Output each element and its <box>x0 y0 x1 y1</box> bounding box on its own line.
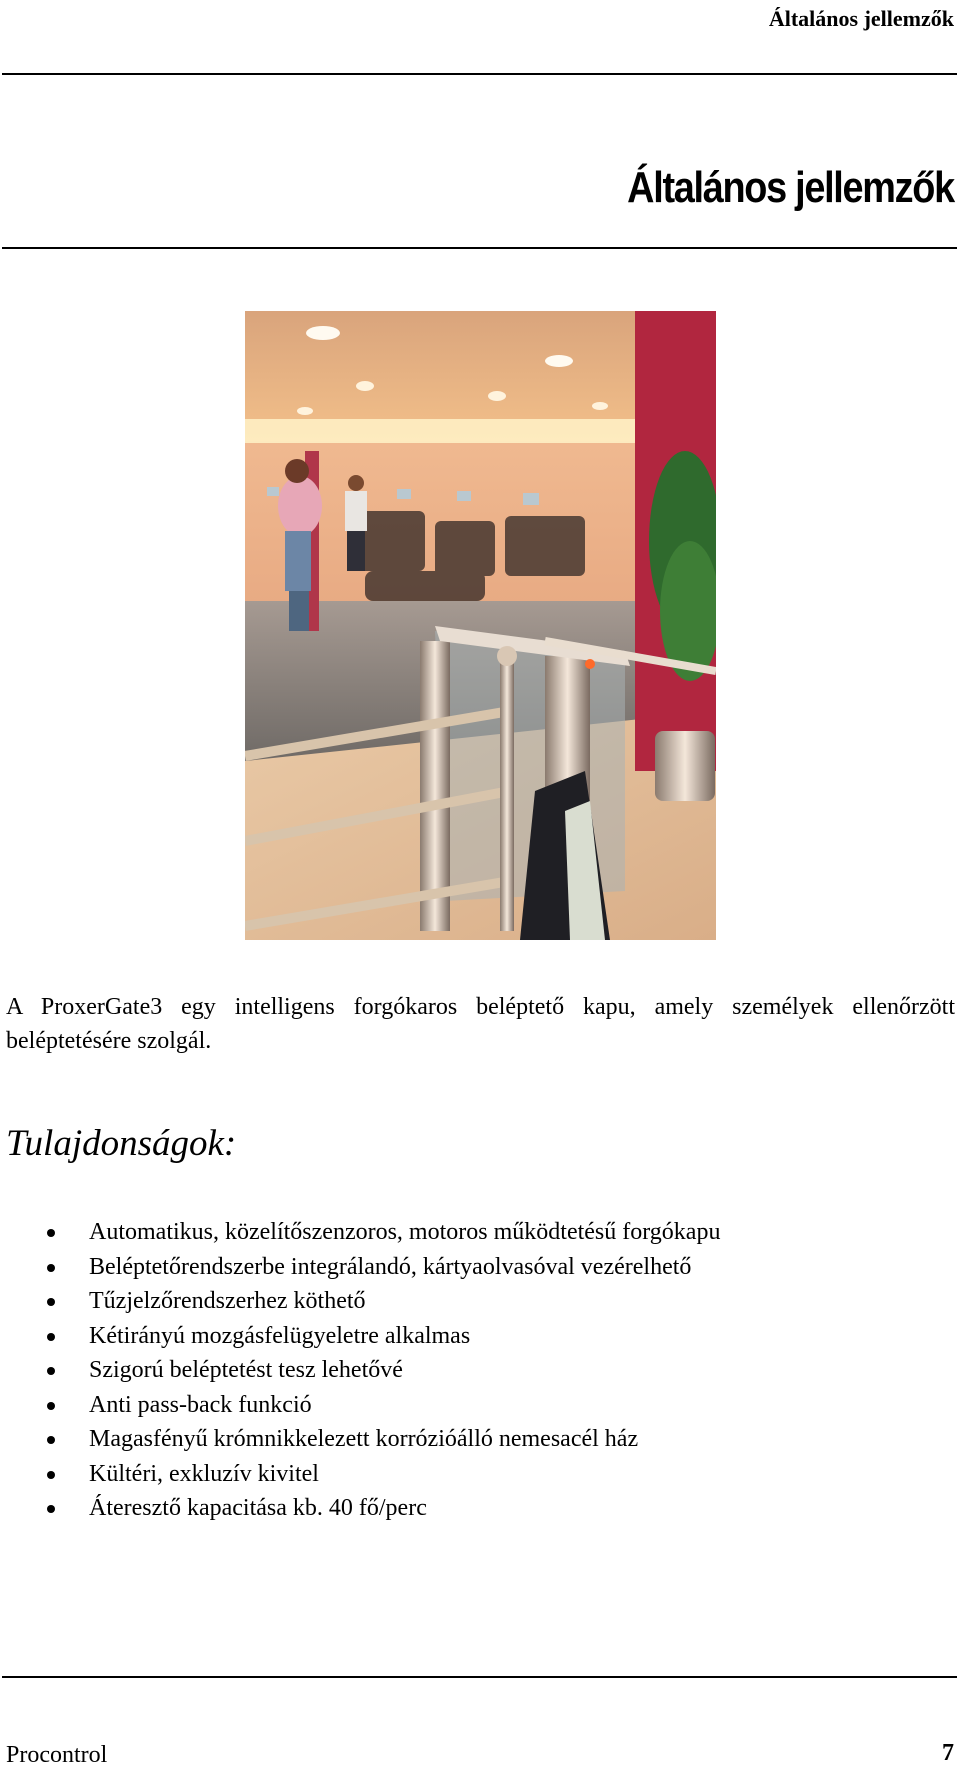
list-item <box>0 1457 720 1492</box>
list-item <box>0 1353 720 1388</box>
bullet-icon <box>47 1229 55 1237</box>
bullet-icon <box>47 1471 55 1479</box>
list-item-text: Anti pass-back funkció <box>89 1391 312 1418</box>
list-item <box>0 1388 720 1423</box>
turnstile-photo <box>245 311 716 940</box>
footer-company: Procontrol <box>6 1742 108 1768</box>
footer-divider <box>2 1676 957 1678</box>
list-item-text: Áteresztő kapacitása kb. 40 fő/perc <box>89 1495 427 1521</box>
properties-list <box>0 1215 720 1526</box>
list-item-text: Magasfényű krómnikkelezett korrózióálló nemesacél ház <box>89 1426 639 1452</box>
list-item-text: Szigorú beléptetést tesz lehetővé <box>89 1357 403 1383</box>
bullet-icon <box>47 1402 55 1410</box>
list-item-text: Beléptetőrendszerbe integrálandó, kártyaolvasóval vezérelhető <box>89 1253 692 1280</box>
list-item <box>0 1491 720 1526</box>
bullet-icon <box>47 1367 55 1375</box>
list-item-text: Kültéri, exkluzív kivitel <box>89 1460 319 1487</box>
bullet-icon <box>47 1264 55 1272</box>
bullet-icon <box>47 1333 55 1341</box>
title-divider <box>2 247 957 249</box>
bullet-icon <box>47 1505 55 1513</box>
running-header: Általános jellemzők <box>768 6 954 31</box>
list-item <box>0 1284 720 1319</box>
list-item <box>0 1422 720 1457</box>
list-item-text: Tűzjelzőrendszerhez köthető <box>89 1288 366 1314</box>
list-item-text: Automatikus, közelítőszenzoros, motoros működtetésű forgókapu <box>89 1219 721 1245</box>
bullet-icon <box>47 1436 55 1444</box>
list-item-text: Kétirányú mozgásfelügyeletre alkalmas <box>89 1322 471 1349</box>
properties-heading: Tulajdonságok: <box>6 1123 237 1164</box>
list-item <box>0 1250 720 1285</box>
list-item <box>0 1215 720 1250</box>
bullet-icon <box>47 1298 55 1306</box>
chapter-title: Általános jellemzők <box>627 163 954 212</box>
page-number: 7 <box>942 1740 954 1766</box>
list-item <box>0 1319 720 1354</box>
intro-paragraph: A ProxerGate3 egy intelligens forgókaros beléptető kapu, amely személyek ellenőrzött beléptetésére szolgál. <box>6 994 955 1054</box>
header-divider <box>2 73 957 75</box>
